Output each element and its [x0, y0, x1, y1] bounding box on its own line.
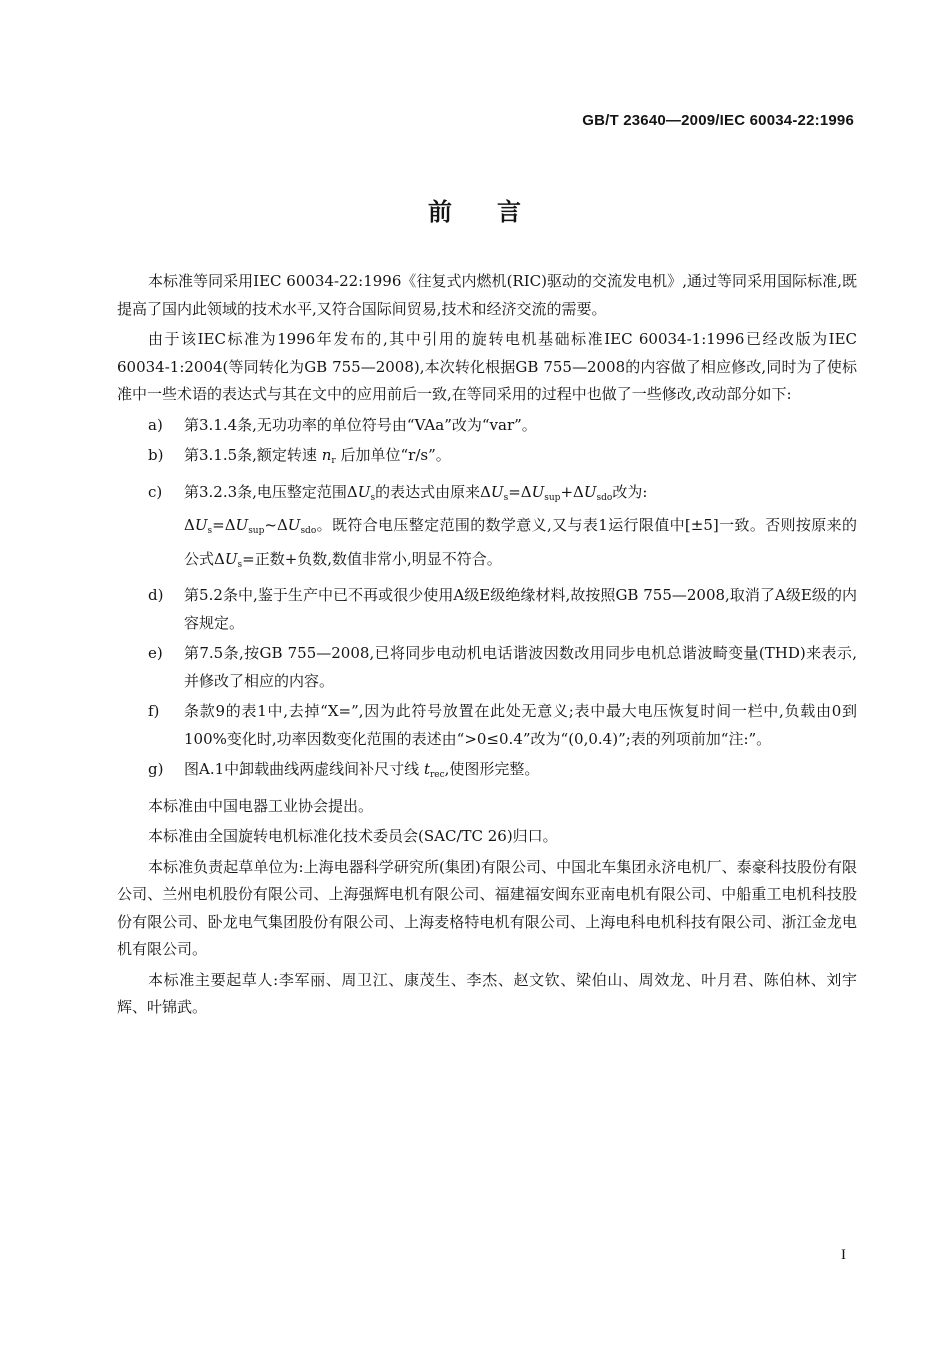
- paragraph-modification-intro: 由于该IEC标准为1996年发布的,其中引用的旋转电机基础标准IEC 60034-1:1996已经改版为IEC 60034-1:2004(等同转化为GB 755—2008),本次转化根据GB 755—2008的内容做了相应修改,同时为了使标准中一些术语的表达式与其在文中的应用前后一致,在等同采用的过程中也做了一些修改,改动部分如下:: [117, 330, 857, 403]
- list-item-e: [117, 640, 857, 695]
- list-item-text: 第3.1.4条,无功功率的单位符号由“VAa”改为“var”。: [184, 415, 537, 434]
- title-char-1: 前: [428, 198, 453, 226]
- list-item-label: g): [148, 760, 164, 778]
- list-item-g: [117, 756, 857, 790]
- list-item-c: [117, 479, 857, 580]
- page-title: [0, 192, 950, 227]
- page-number: I: [841, 1247, 846, 1263]
- list-item-d: [117, 582, 857, 637]
- list-item-f: [117, 698, 857, 753]
- list-item-text: 图A.1中卸载曲线两虚线间补尺寸线 $t_{rec}$,使图形完整。: [184, 760, 540, 780]
- list-item-text: 条款9的表1中,去掉“X=”,因为此符号放置在此处无意义;表中最大电压恢复时间一栏中,负载由0到100%变化时,功率因数变化范围的表述由“>0≤0.4”改为“(0,0.4)”;表的列项前加“注:”。: [184, 702, 857, 748]
- list-item-label: b): [148, 446, 164, 464]
- list-item-text: 第3.1.5条,额定转速 $n_r$ 后加单位“r/s”。: [184, 446, 451, 466]
- list-item-label: e): [148, 644, 163, 662]
- title-char-2: 言: [497, 198, 522, 226]
- paragraph-committee: 本标准由全国旋转电机标准化技术委员会(SAC/TC 26)归口。: [148, 827, 558, 845]
- list-item-text: 第7.5条,按GB 755—2008,已将同步电动机电话谐波因数改用同步电机总谐波畸变量(THD)来表示,并修改了相应的内容。: [184, 644, 857, 690]
- list-item-label: c): [148, 482, 163, 501]
- list-item-text: 第5.2条中,鉴于生产中已不再或很少使用A级E级绝缘材料,故按照GB 755—2008,取消了A级E级的内容规定。: [184, 586, 857, 632]
- paragraph-proposer: 本标准由中国电器工业协会提出。: [148, 796, 374, 815]
- list-item-label: d): [148, 586, 164, 604]
- paragraph-drafting-units: 本标准负责起草单位为:上海电器科学研究所(集团)有限公司、中国北车集团永济电机厂、泰豪科技股份有限公司、兰州电机股份有限公司、上海强辉电机有限公司、福建福安闽东亚南电机有限公司、中船重工电机科技股份有限公司、卧龙电气集团股份有限公司、上海麦格特电机有限公司、上海电科电机科技有限公司、浙江金龙电机有限公司。: [117, 857, 857, 958]
- paragraph-adoption: 本标准等同采用IEC 60034-22:1996《往复式内燃机(RIC)驱动的交流发电机》,通过等同采用国际标准,既提高了国内此领域的技术水平,又符合国际间贸易,技术和经济交流的需要。: [117, 272, 857, 318]
- foreword-body: [117, 268, 857, 1025]
- paragraph-drafters: 本标准主要起草人:李军丽、周卫江、康茂生、李杰、赵文钦、梁伯山、周效龙、叶月君、陈伯林、刘宇辉、叶锦武。: [117, 970, 857, 1016]
- document-header-code: GB/T 23640—2009/IEC 60034-22:1996: [582, 112, 854, 129]
- list-item-a: [117, 412, 857, 440]
- list-item-b: [117, 442, 857, 476]
- list-item-label: a): [148, 415, 163, 434]
- list-item-label: f): [148, 702, 160, 720]
- list-item-text: 第3.2.3条,电压整定范围$\Delta U_s$的表达式由原来$\Delta U_s=\Delta U_{sup}+\Delta U_{sdo}$改为: $\Delta U_s=\Delta U_{sup}\sim\Delta U_{sdo}$。既符合电压整定范围的数学意义,又与表1运行限值中[±5]一致。否则按原来的公式$\Delta U_s=$正数+负数,数值非常小,明显不符合。: [184, 482, 857, 570]
